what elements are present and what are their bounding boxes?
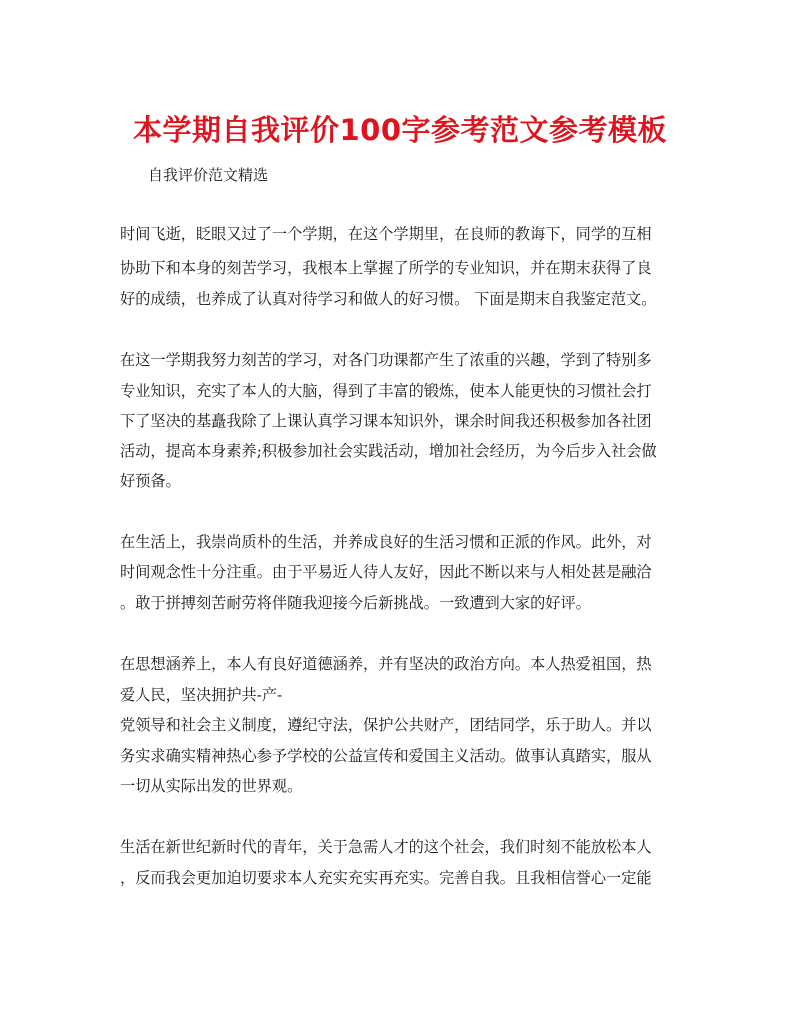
page-title: 本学期自我评价100字参考范文参考模板 xyxy=(132,113,668,147)
text-line: 好的成绩，也养成了认真对待学习和做人的好习惯。 下面是期末自我鉴定范文。 xyxy=(120,290,657,308)
subtitle: 自我评价范文精选 xyxy=(148,166,269,184)
text-line: 在这一学期我努力刻苦的学习，对各门功课都产生了浓重的兴趣，学到了特别多 xyxy=(120,351,652,369)
text-line: 时间飞逝，眨眼又过了一个学期，在这个学期里，在良师的教诲下，同学的互相 xyxy=(120,225,652,243)
text-line: 时间观念性十分注重。由于平易近人待人友好，因此不断以来与人相处甚是融洽 xyxy=(120,563,652,581)
text-line: 。敢于拼搏刻苦耐劳将伴随我迎接今后新挑战。一致遭到大家的好评。 xyxy=(120,594,591,612)
text-line: 好预备。 xyxy=(120,472,181,490)
text-line: 专业知识，充实了本人的大脑，得到了丰富的锻炼，使本人能更快的习惯社会打 xyxy=(120,382,652,400)
text-line: 下了坚决的基矗我除了上课认真学习课本知识外，课余时间我还积极参加各社团 xyxy=(120,412,652,430)
text-line: 党领导和社会主义制度，遵纪守法，保护公共财产，团结同学，乐于助人。并以 xyxy=(120,716,652,734)
text-line: 协助下和本身的刻苦学习，我根本上掌握了所学的专业知识，并在期末获得了良 xyxy=(120,259,652,277)
text-line: 爱人民，坚决拥护共-产- xyxy=(120,686,283,704)
text-line: ，反而我会更加迫切要求本人充实充实再充实。完善自我。且我相信誉心一定能 xyxy=(120,869,652,887)
text-line: 务实求确实精神热心参予学校的公益宣传和爱国主义活动。做事认真踏实，服从 xyxy=(120,747,652,765)
text-line: 一切从实际出发的世界观。 xyxy=(120,777,303,795)
text-line: 生活在新世纪新时代的青年，关于急需人才的这个社会，我们时刻不能放松本人 xyxy=(120,838,652,856)
text-line: 在思想涵养上，本人有良好道德涵养，并有坚决的政治方向。本人热爱祖国，热 xyxy=(120,655,652,673)
text-line: 活动，提高本身素养;积极参加社会实践活动，增加社会经历，为今后步入社会做 xyxy=(120,442,657,460)
text-line: 在生活上，我崇尚质朴的生活，并养成良好的生活习惯和正派的作风。此外，对 xyxy=(120,533,652,551)
